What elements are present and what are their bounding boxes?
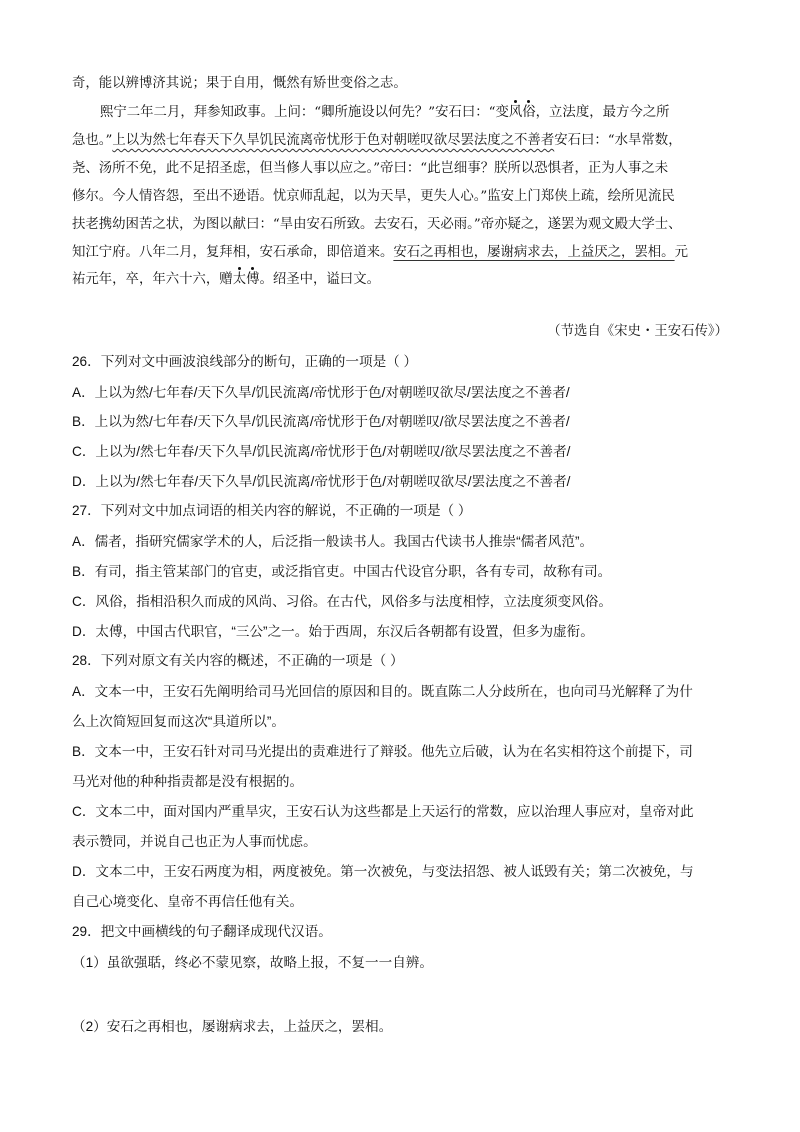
question-26-option-b: B．上以为然/七年春/天下久旱/饥民流离/帝忧形于色/对朝嗟叹/欲尽罢法度之不善者/ [72, 414, 570, 429]
passage-line-1: 奇，能以辨博济其说；果于自用，慨然有矫世变俗之志。 [72, 76, 407, 91]
question-26-option-a: A．上以为然/七年春/天下久旱/饥民流离/帝忧形于色/对朝嗟叹欲尽/罢法度之不善者/ [72, 385, 570, 400]
emphasized-char-fu: 傅 [246, 272, 260, 287]
passage-line-5: 修尔。今人情咨怨，至出不逊语。忧京师乱起，以为天旱，更失人心。”监安上门郑侠上疏，绘所见流民 [72, 189, 675, 204]
emphasized-char-tai: 太 [232, 272, 247, 287]
question-28-option-a-line-1: A．文本一中，王安石先阐明给司马光回信的原因和目的。既直陈二人分歧所在，也向司马光解释了为什 [72, 684, 693, 699]
question-29-sentence-2: （2）安石之再相也，屡谢病求去，上益厌之，罢相。 [72, 1019, 393, 1034]
passage-line-8 [72, 271, 380, 289]
passage-line-2 [100, 104, 670, 122]
question-28-option-b-line-1: B．文本一中，王安石针对司马光提出的责难进行了辩驳。他先立后破，认为在名实相符这个前提下，司 [72, 744, 693, 759]
passage-text: 知江宁府。八年二月，复拜相，安石承命，即倍道来。 [72, 245, 394, 260]
question-27-stem: 27．下列对文中加点词语的相关内容的解说，不正确的一项是（ ） [72, 503, 472, 518]
passage-text: 祐元年，卒，年六十六，赠 [72, 272, 233, 287]
passage-text: 元 [674, 245, 688, 260]
question-27-option-d: D．太傅，中国古代职官，“三公”之一。始于西周，东汉后各朝都有设置，但多为虚衔。 [72, 624, 594, 639]
underlined-sentence: 安石之再相也，屡谢病求去，上益厌之，罢相。 [393, 245, 675, 260]
emphasized-char-su: 俗 [522, 105, 536, 120]
question-27-option-c: C．风俗，指相沿积久而成的风尚、习俗。在古代，风俗多与法度相悖，立法度须变风俗。 [72, 594, 612, 609]
passage-text: 。绍圣中，谥曰文。 [259, 272, 380, 287]
passage-text: 急也。” [72, 133, 113, 148]
question-28-option-d-line-1: D．文本二中，王安石两度为相，两度被免。第一次被免，与变法招怨、被人诋毁有关；第二次被免，与 [72, 864, 694, 879]
passage-line-7 [72, 244, 688, 262]
question-27-option-a: A．儒者，指研究儒家学术的人，后泛指一般读书人。我国古代读书人推崇“儒者风范”。 [72, 534, 594, 549]
passage-line-3 [72, 132, 682, 150]
passage-line-6: 扶老携幼困苦之状，为图以献曰：“旱由安石所致。去安石，天必雨。”帝亦疑之，遂罢为观文殿大学士、 [72, 217, 682, 232]
passage-text: 熙宁二年二月，拜参知政事。上问：“卿所施设以何先？”安石曰：“变 [100, 105, 509, 120]
question-28-option-b-line-2: 马光对他的种种指责都是没有根据的。 [72, 774, 304, 789]
emphasized-char-feng: 风 [508, 105, 523, 120]
passage-text: 安石曰：“水旱常数， [554, 133, 682, 148]
passage-source: （节选自《宋史・王安石传》） [547, 324, 728, 339]
passage-line-4: 尧、汤所不免，此不足招圣虑，但当修人事以应之。”帝曰：“此岂细事？朕所以恐惧者，正为人事之未 [72, 161, 669, 176]
question-26-option-c: C．上以为/然七年春/天下久旱/饥民流离/帝忧形于色/对朝嗟叹/欲尽罢法度之不善者/ [72, 444, 571, 459]
question-26-stem: 26．下列对文中画波浪线部分的断句，正确的一项是（ ） [72, 354, 418, 369]
question-28-stem: 28．下列对原文有关内容的概述，不正确的一项是（ ） [72, 653, 404, 668]
question-28-option-c-line-1: C．文本二中，面对国内严重旱灾，王安石认为这些都是上天运行的常数，应以治理人事应对，皇帝对此 [72, 804, 694, 819]
question-26-option-d: D．上以为/然七年春/天下久旱/饥民流离/帝忧形于色/对朝嗟叹欲尽/罢法度之不善者/ [72, 474, 571, 489]
wavy-underlined-sentence: 上以为然七年春天下久旱饥民流离帝忧形于色对朝嗟叹欲尽罢法度之不善者 [112, 133, 555, 148]
question-28-option-c-line-2: 表示赞同，并说自己也正为人事而忧虑。 [72, 834, 317, 849]
question-28-option-d-line-2: 自己心境变化、皇帝不再信任他有关。 [72, 894, 304, 909]
passage-text: ，立法度，最方今之所 [535, 105, 670, 120]
question-28-option-a-line-2: 么上次简短回复而这次“具道所以”。 [72, 714, 285, 729]
question-29-sentence-1: （1）虽欲强聒，终必不蒙见察，故略上报，不复一一自辨。 [72, 955, 433, 970]
question-29-stem: 29．把文中画横线的句子翻译成现代汉语。 [72, 924, 332, 939]
question-27-option-b: B．有司，指主管某部门的官吏，或泛指官吏。中国古代设官分职，各有专司，故称有司。 [72, 564, 612, 579]
